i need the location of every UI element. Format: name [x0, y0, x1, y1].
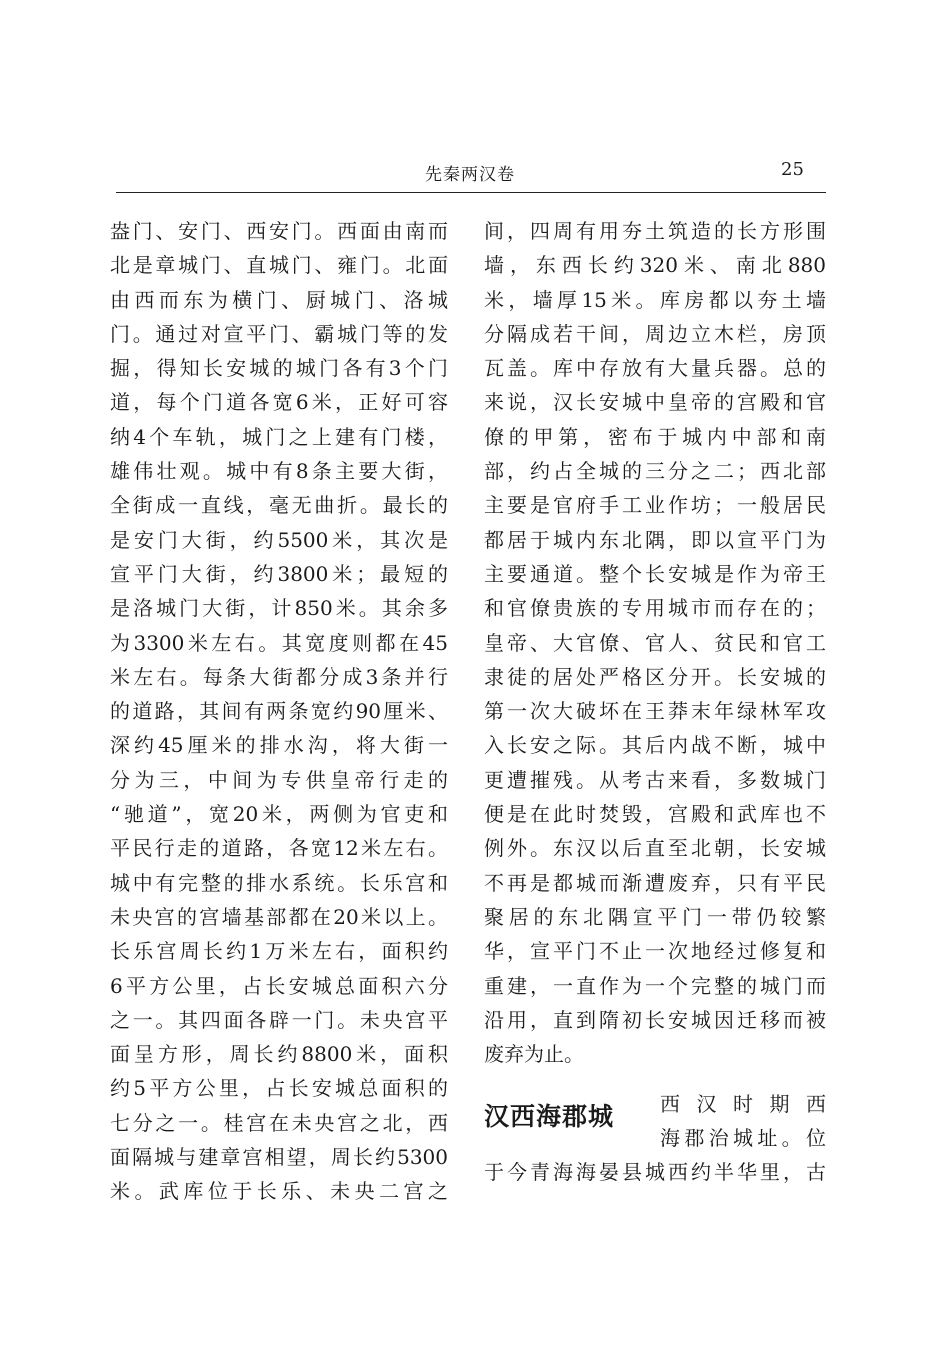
text-line: 间，四周有用夯土筑造的长方形围 — [484, 219, 826, 243]
text-line: 北是章城门、直城门、雍门。北面 — [110, 253, 448, 278]
running-title: 先秦两汉卷 — [425, 165, 515, 185]
text-line: 宣平门大街，约3800米；最短的 — [110, 561, 448, 586]
text-line: 6平方公里，占长安城总面积六分 — [110, 973, 448, 998]
text-line: 废弃为止。 — [484, 1042, 584, 1067]
text-line: 聚居的东北隅宣平门一带仍较繁 — [484, 904, 826, 929]
text-line: 入长安之际。其后内战不断，城中 — [484, 733, 826, 758]
text-line: 道，每个门道各宽6米，正好可容 — [110, 390, 448, 415]
text-line: 和官僚贵族的专用城市而存在的； — [484, 596, 826, 621]
text-line: 深约45厘米的排水沟，将大街一 — [110, 733, 448, 758]
text-line: 来说，汉长安城中皇帝的宫殿和官 — [484, 390, 826, 415]
text-line: 为3300米左右。其宽度则都在45 — [110, 630, 448, 655]
text-line: 分隔成若干间，周边立木栏，房顶 — [484, 321, 826, 346]
text-line: 长乐宫周长约1万米左右，面积约 — [110, 939, 448, 964]
text-line: 全街成一直线，毫无曲折。最长的 — [110, 493, 448, 518]
text-line: 分为三，中间为专供皇帝行走的 — [110, 767, 448, 792]
left-column — [110, 214, 448, 1209]
page-number: 25 — [781, 159, 804, 180]
entry-heading: 汉西海郡城 — [484, 1102, 615, 1131]
text-line: 都居于城内东北隅，即以宣平门为 — [484, 527, 826, 552]
text-line: 的道路，其间有两条宽约90厘米、 — [110, 699, 448, 724]
text-line: 是洛城门大街，计850米。其余多 — [110, 596, 448, 621]
text-line: 不再是都城而渐遭废弃，只有平民 — [484, 870, 826, 895]
text-line: 面呈方形，周长约8800米，面积 — [110, 1042, 448, 1067]
text-line: 之一。其四面各辟一门。未央宫平 — [110, 1007, 448, 1032]
text-line: 米左右。每条大街都分成3条并行 — [110, 664, 448, 689]
text-line: 七分之一。桂宫在未央宫之北，西 — [110, 1110, 448, 1135]
text-line: 纳4个车轨，城门之上建有门楼， — [110, 424, 448, 449]
text-line: 瓦盖。库中存放有大量兵器。总的 — [484, 356, 826, 381]
page-header — [116, 148, 826, 193]
text-line: 米，墙厚15米。库房都以夯土墙 — [484, 287, 826, 312]
text-line: 部，约占全城的三分之二；西北部 — [484, 459, 826, 484]
text-line: 沿用，直到隋初长安城因迁移而被 — [484, 1007, 826, 1032]
text-line: 未央宫的宫墙基部都在20米以上。 — [110, 904, 448, 929]
text-line: 门。通过对宣平门、霸城门等的发 — [110, 321, 448, 346]
text-line: 米。武库位于长乐、未央二宫之 — [110, 1179, 448, 1204]
entry-text-line: 西汉时期西 — [660, 1092, 826, 1116]
text-line: 隶徒的居处严格区分开。长安城的 — [484, 664, 826, 689]
text-line: 华，宣平门不止一次地经过修复和 — [484, 939, 826, 964]
text-line: 第一次大破坏在王莽末年绿林军攻 — [484, 699, 826, 724]
text-line: 雄伟壮观。城中有8条主要大街， — [110, 459, 448, 484]
text-line: 约5平方公里，占长安城总面积的 — [110, 1076, 448, 1101]
text-line: 墙，东西长约320米、南北880 — [484, 253, 826, 278]
entry-text-line: 海郡治城址。位 — [660, 1126, 826, 1150]
text-line: 由西而东为横门、厨城门、洛城 — [110, 287, 448, 312]
text-line: 面隔城与建章宫相望，周长约5300 — [110, 1145, 448, 1170]
text-line: 僚的甲第，密布于城内中部和南 — [484, 424, 826, 449]
text-line: 掘，得知长安城的城门各有3个门 — [110, 356, 448, 381]
text-line: 皇帝、大官僚、官人、贫民和官工 — [484, 630, 826, 655]
text-line: 重建，一直作为一个完整的城门而 — [484, 973, 826, 998]
text-line: 盎门、安门、西安门。西面由南而 — [110, 219, 448, 243]
text-line: 主要通道。整个长安城是作为帝王 — [484, 561, 826, 586]
text-line: 主要是官府手工业作坊；一般居民 — [484, 493, 826, 518]
text-line: 城中有完整的排水系统。长乐宫和 — [110, 870, 448, 895]
entry-text-line: 于今青海海晏县城西约半华里，古 — [484, 1160, 826, 1184]
text-line: 平民行走的道路，各宽12米左右。 — [110, 836, 448, 861]
text-line: 例外。东汉以后直至北朝，长安城 — [484, 836, 826, 861]
right-column — [484, 214, 826, 1071]
text-line: 是安门大街，约5500米，其次是 — [110, 527, 448, 552]
text-line: “驰道”，宽20米，两侧为官吏和 — [110, 802, 448, 827]
text-line: 便是在此时焚毁，宫殿和武库也不 — [484, 802, 826, 827]
text-line: 更遭摧残。从考古来看，多数城门 — [484, 767, 826, 792]
